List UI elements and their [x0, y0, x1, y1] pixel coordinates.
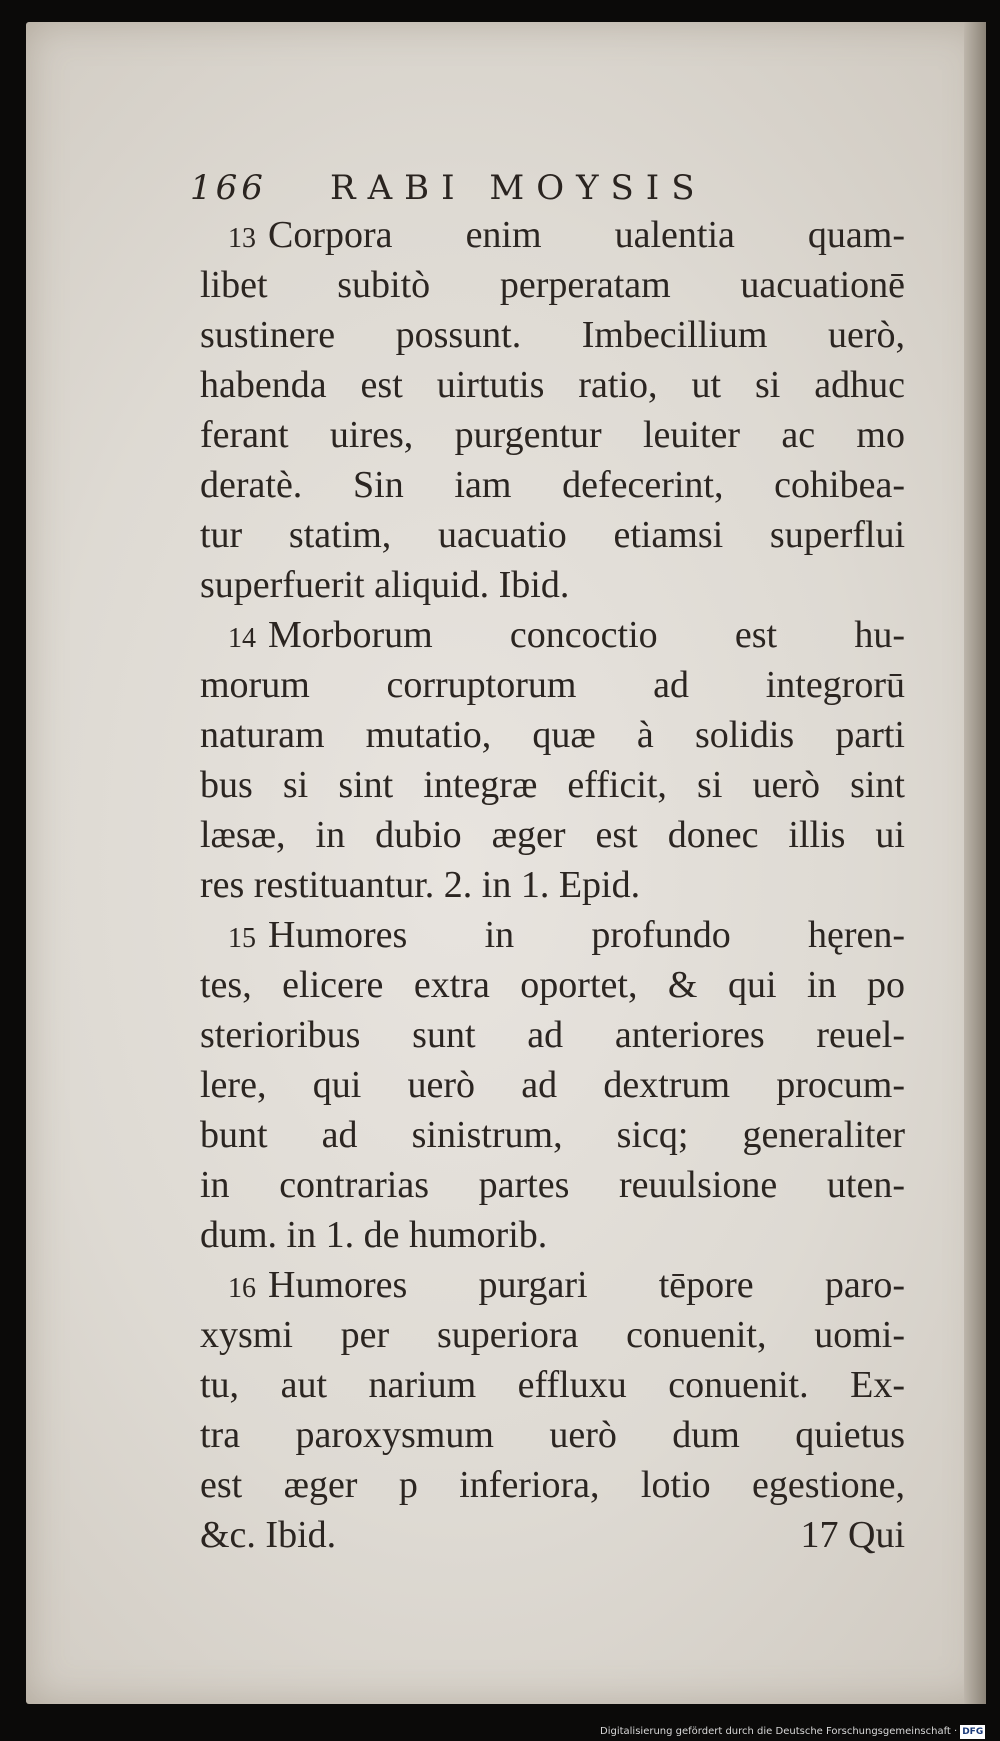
text-line: morum corruptorum ad integrorū — [200, 664, 905, 706]
text-line: dum. in 1. de humorib. — [200, 1214, 548, 1256]
text-line: lere, qui uerò ad dextrum procum- — [200, 1064, 905, 1106]
text-line: bunt ad sinistrum, sicq; generaliter — [200, 1114, 905, 1156]
paragraph-number: 13 — [228, 223, 256, 254]
paragraph-number: 15 — [228, 923, 256, 954]
running-header — [190, 168, 750, 208]
text-line: deratè. Sin iam defecerint, cohibea- — [200, 464, 905, 506]
text-line: in contrarias partes reuulsione uten- — [200, 1164, 905, 1206]
text-line: sustinere possunt. Imbecillium uerò, — [200, 314, 905, 356]
text-line: sterioribus sunt ad anteriores reuel- — [200, 1014, 905, 1056]
text-line: res restituantur. 2. in 1. Epid. — [200, 864, 641, 906]
dfg-logo: DFG — [962, 1727, 984, 1737]
text-line: tu, aut narium effluxu conuenit. Ex- — [200, 1364, 905, 1406]
text-line: habenda est uirtutis ratio, ut si adhuc — [200, 364, 905, 406]
text-line: superfuerit aliquid. Ibid. — [200, 564, 570, 606]
text-line: tes, elicere extra oportet, & qui in po — [200, 964, 905, 1006]
paragraph-number: 16 — [228, 1273, 256, 1304]
text-line: læsæ, in dubio æger est donec illis ui — [200, 814, 905, 856]
text-line: ferant uires, purgentur leuiter ac mo — [200, 414, 905, 456]
text-line: &c. Ibid. 17 Qui — [200, 1510, 905, 1560]
text-line: 13 Corpora enim ualentia quam- — [228, 214, 905, 256]
paragraph-number: 14 — [228, 623, 256, 654]
catchword: 17 Qui — [800, 1514, 905, 1556]
text-line: tra paroxysmum uerò dum quietus — [200, 1414, 905, 1456]
text-line: 15 Humores in profundo hęren- — [228, 914, 905, 956]
text-line: est æger p inferiora, lotio egestione, — [200, 1464, 905, 1506]
text-line: xysmi per superiora conuenit, uomi- — [200, 1314, 905, 1356]
running-head: RABI MOYSIS — [330, 168, 707, 208]
text-line: 14 Morborum concoctio est hu- — [228, 614, 905, 656]
digitization-credit — [600, 1725, 990, 1739]
page-number: 166 — [190, 168, 267, 208]
page-edge — [964, 22, 986, 1704]
text-line: 16 Humores purgari tēpore paro- — [228, 1264, 905, 1306]
text-line: tur statim, uacuatio etiamsi superflui — [200, 514, 905, 556]
credit-text: Digitalisierung gefördert durch die Deutsche Forschungsgemeinschaft · — [600, 1726, 958, 1737]
text-line: libet subitò perperatam uacuationē — [200, 264, 905, 306]
text-line: naturam mutatio, quæ à solidis parti — [200, 714, 905, 756]
text-line: bus si sint integræ efficit, si uerò sint — [200, 764, 905, 806]
